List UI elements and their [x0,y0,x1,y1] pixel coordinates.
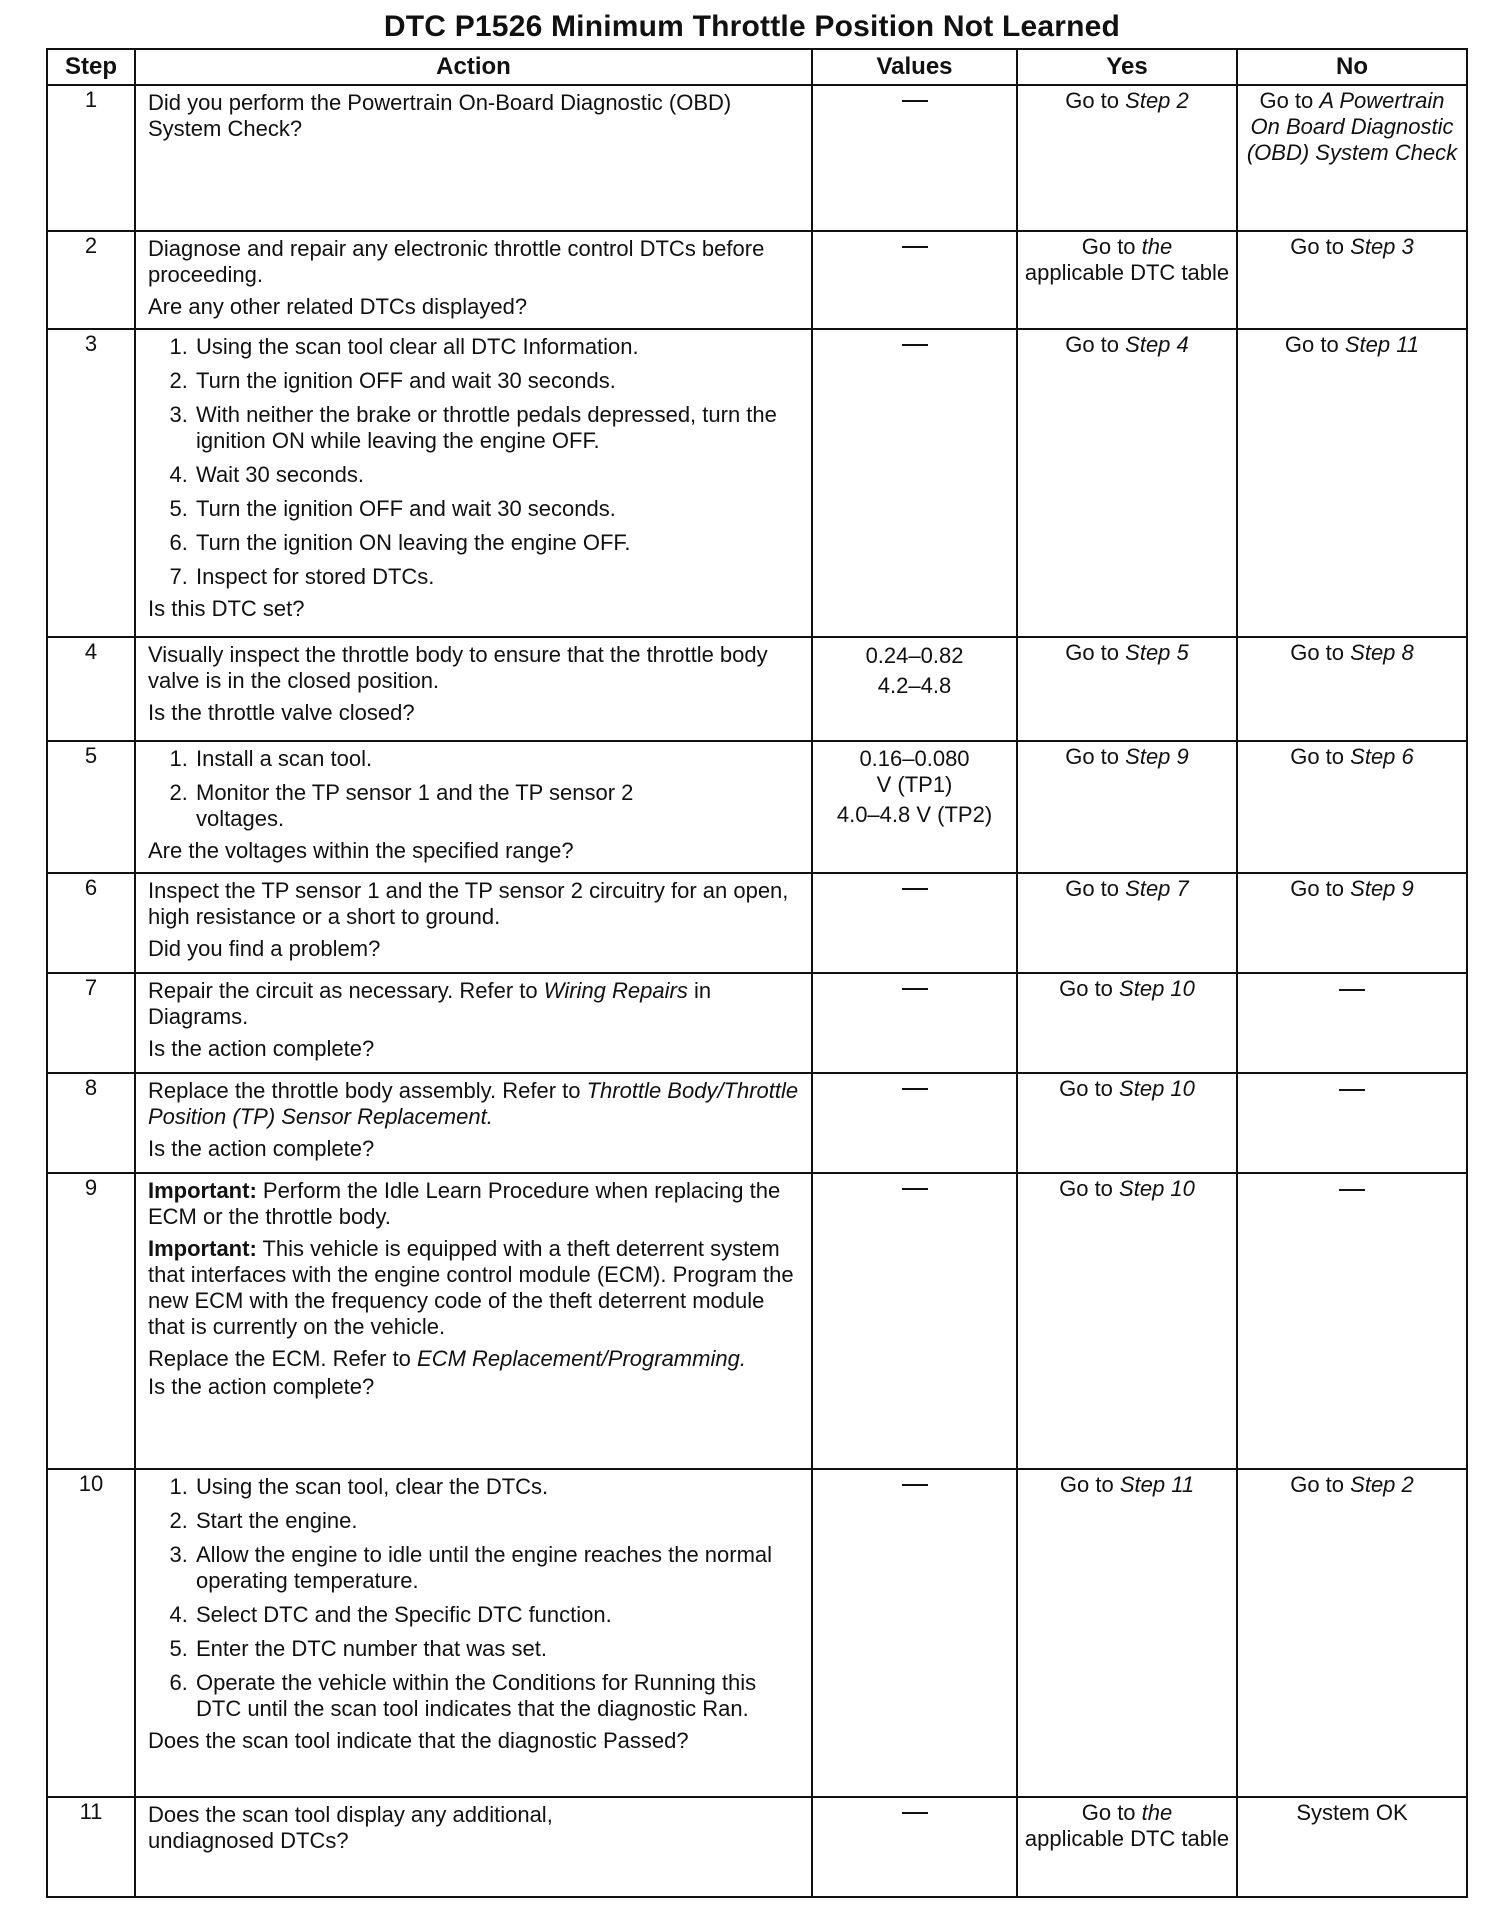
action-text: Repair the circuit as necessary. Refer to Wiring Repairs in Diagrams. [148,978,712,1029]
header-row [47,49,1467,85]
list-item: 3. With neither the brake or throttle pedals depressed, turn the ignition ON while leaving the engine OFF. [194,402,801,454]
action-text: Does the scan tool display any additional, undiagnosed DTCs? [148,1802,553,1853]
dash-mark [902,100,928,102]
dash-mark [1339,1089,1365,1091]
step-number: 11 [47,1797,135,1897]
yes-cell: Go to Step 4 [1017,329,1237,637]
yes-cell: Go to Step 5 [1017,637,1237,741]
action-cell [135,741,812,873]
values-cell [812,873,1017,973]
action-question: Are the voltages within the specified range? [148,838,574,863]
action-text: Diagnose and repair any electronic throttle control DTCs before proceeding. [148,236,765,287]
values-cell [812,973,1017,1073]
value-text: 4.2–4.8 [877,673,952,698]
action-text: Did you perform the Powertrain On-Board Diagnostic (OBD) System Check? [148,90,732,141]
table-row [47,329,1467,637]
action-question: Is this DTC set? [148,596,305,621]
values-cell [812,329,1017,637]
list-item: 6. Operate the vehicle within the Conditions for Running this DTC until the scan tool indicates that the diagnostic Ran. [194,1670,801,1722]
diagnostic-table [46,48,1468,1898]
no-cell: Go to A Powertrain On Board Diagnostic (OBD) System Check [1237,85,1467,231]
dash-mark [902,1188,928,1190]
action-cell [135,1797,812,1897]
dash-mark [902,1812,928,1814]
important-note: Important: This vehicle is equipped with a theft deterrent system that interfaces with the engine control module (ECM). Program the new ECM with the frequency code of the theft deterrent module that is currently on the vehicle. [148,1236,794,1339]
dash-mark [1339,1189,1365,1191]
action-text: Replace the ECM. Refer to ECM Replacement/Programming. [148,1346,746,1371]
action-cell [135,1469,812,1797]
table-row [47,1469,1467,1797]
step-number: 2 [47,231,135,329]
values-cell [812,231,1017,329]
action-cell [135,85,812,231]
list-item: 3. Allow the engine to idle until the engine reaches the normal operating temperature. [194,1542,801,1594]
action-cell [135,1073,812,1173]
no-cell: Go to Step 9 [1237,873,1467,973]
no-cell: Go to Step 3 [1237,231,1467,329]
yes-cell: Go to Step 9 [1017,741,1237,873]
list-item: 1. Using the scan tool, clear the DTCs. [194,1474,801,1500]
action-list [148,746,801,832]
no-cell: Go to Step 2 [1237,1469,1467,1797]
action-cell [135,873,812,973]
action-list [148,334,801,590]
list-item: 2. Start the engine. [194,1508,801,1534]
list-item: 5. Turn the ignition OFF and wait 30 seconds. [194,496,801,522]
table-row [47,1797,1467,1897]
no-cell: Go to Step 11 [1237,329,1467,637]
list-item: 2. Turn the ignition OFF and wait 30 seconds. [194,368,801,394]
step-number: 9 [47,1173,135,1469]
table-row [47,85,1467,231]
dash-mark [902,888,928,890]
table-row [47,973,1467,1073]
no-cell: Go to Step 6 [1237,741,1467,873]
list-item: 1. Using the scan tool clear all DTC Information. [194,334,801,360]
step-number: 8 [47,1073,135,1173]
yes-cell: Go to Step 10 [1017,1173,1237,1469]
value-text: 0.16–0.080 V (TP1) [859,746,970,797]
values-cell [812,1073,1017,1173]
header-yes: Yes [1017,49,1237,85]
no-cell [1237,973,1467,1073]
action-text: Visually inspect the throttle body to ensure that the throttle body valve is in the closed position. [148,642,768,693]
action-question: Is the action complete? [148,1374,375,1399]
action-cell [135,231,812,329]
values-cell [812,741,1017,873]
step-number: 3 [47,329,135,637]
list-item: 4. Wait 30 seconds. [194,462,801,488]
list-item: 6. Turn the ignition ON leaving the engine OFF. [194,530,801,556]
values-cell [812,1797,1017,1897]
yes-cell: Go to the applicable DTC table [1017,1797,1237,1897]
table-row [47,1173,1467,1469]
values-cell [812,85,1017,231]
step-number: 1 [47,85,135,231]
action-cell [135,637,812,741]
step-number: 6 [47,873,135,973]
yes-cell: Go to the applicable DTC table [1017,231,1237,329]
action-text: Inspect the TP sensor 1 and the TP sensor 2 circuitry for an open, high resistance or a short to ground. [148,878,789,929]
table-row [47,231,1467,329]
value-text: 0.24–0.82 [865,643,964,668]
list-item: 7. Inspect for stored DTCs. [194,564,801,590]
dash-mark [1339,989,1365,991]
value-text: 4.0–4.8 V (TP2) [836,802,993,827]
action-question: Is the throttle valve closed? [148,700,415,725]
header-step: Step [47,49,135,85]
dash-mark [902,1088,928,1090]
step-number: 4 [47,637,135,741]
yes-cell: Go to Step 11 [1017,1469,1237,1797]
action-question: Does the scan tool indicate that the diagnostic Passed? [148,1728,689,1753]
yes-cell: Go to Step 2 [1017,85,1237,231]
no-cell [1237,1073,1467,1173]
no-cell [1237,1173,1467,1469]
no-cell: System OK [1237,1797,1467,1897]
step-number: 5 [47,741,135,873]
no-cell: Go to Step 8 [1237,637,1467,741]
dash-mark [902,344,928,346]
page-title: DTC P1526 Minimum Throttle Position Not Learned [383,10,1121,43]
values-cell [812,1469,1017,1797]
action-question: Are any other related DTCs displayed? [148,294,528,319]
action-question: Is the action complete? [148,1136,375,1161]
yes-cell: Go to Step 10 [1017,1073,1237,1173]
dash-mark [902,988,928,990]
yes-cell: Go to Step 7 [1017,873,1237,973]
important-note: Important: Perform the Idle Learn Procedure when replacing the ECM or the throttle body. [148,1178,781,1229]
action-cell [135,1173,812,1469]
step-number: 7 [47,973,135,1073]
action-question: Did you find a problem? [148,936,381,961]
table-row [47,637,1467,741]
table-row [47,1073,1467,1173]
table-row [47,873,1467,973]
list-item: 4. Select DTC and the Specific DTC function. [194,1602,801,1628]
action-question: Is the action complete? [148,1036,375,1061]
list-item: 1. Install a scan tool. [194,746,801,772]
header-no: No [1237,49,1467,85]
dash-mark [902,1484,928,1486]
list-item: 2. Monitor the TP sensor 1 and the TP sensor 2 voltages. [194,780,801,832]
yes-cell: Go to Step 10 [1017,973,1237,1073]
action-cell [135,973,812,1073]
action-list [148,1474,801,1722]
action-text: Replace the throttle body assembly. Refer to Throttle Body/Throttle Position (TP) Sensor Replacement. [148,1078,799,1129]
values-cell [812,1173,1017,1469]
step-number: 10 [47,1469,135,1797]
table-row [47,741,1467,873]
values-cell [812,637,1017,741]
action-cell [135,329,812,637]
header-values: Values [812,49,1017,85]
header-action: Action [135,49,812,85]
list-item: 5. Enter the DTC number that was set. [194,1636,801,1662]
dash-mark [902,246,928,248]
